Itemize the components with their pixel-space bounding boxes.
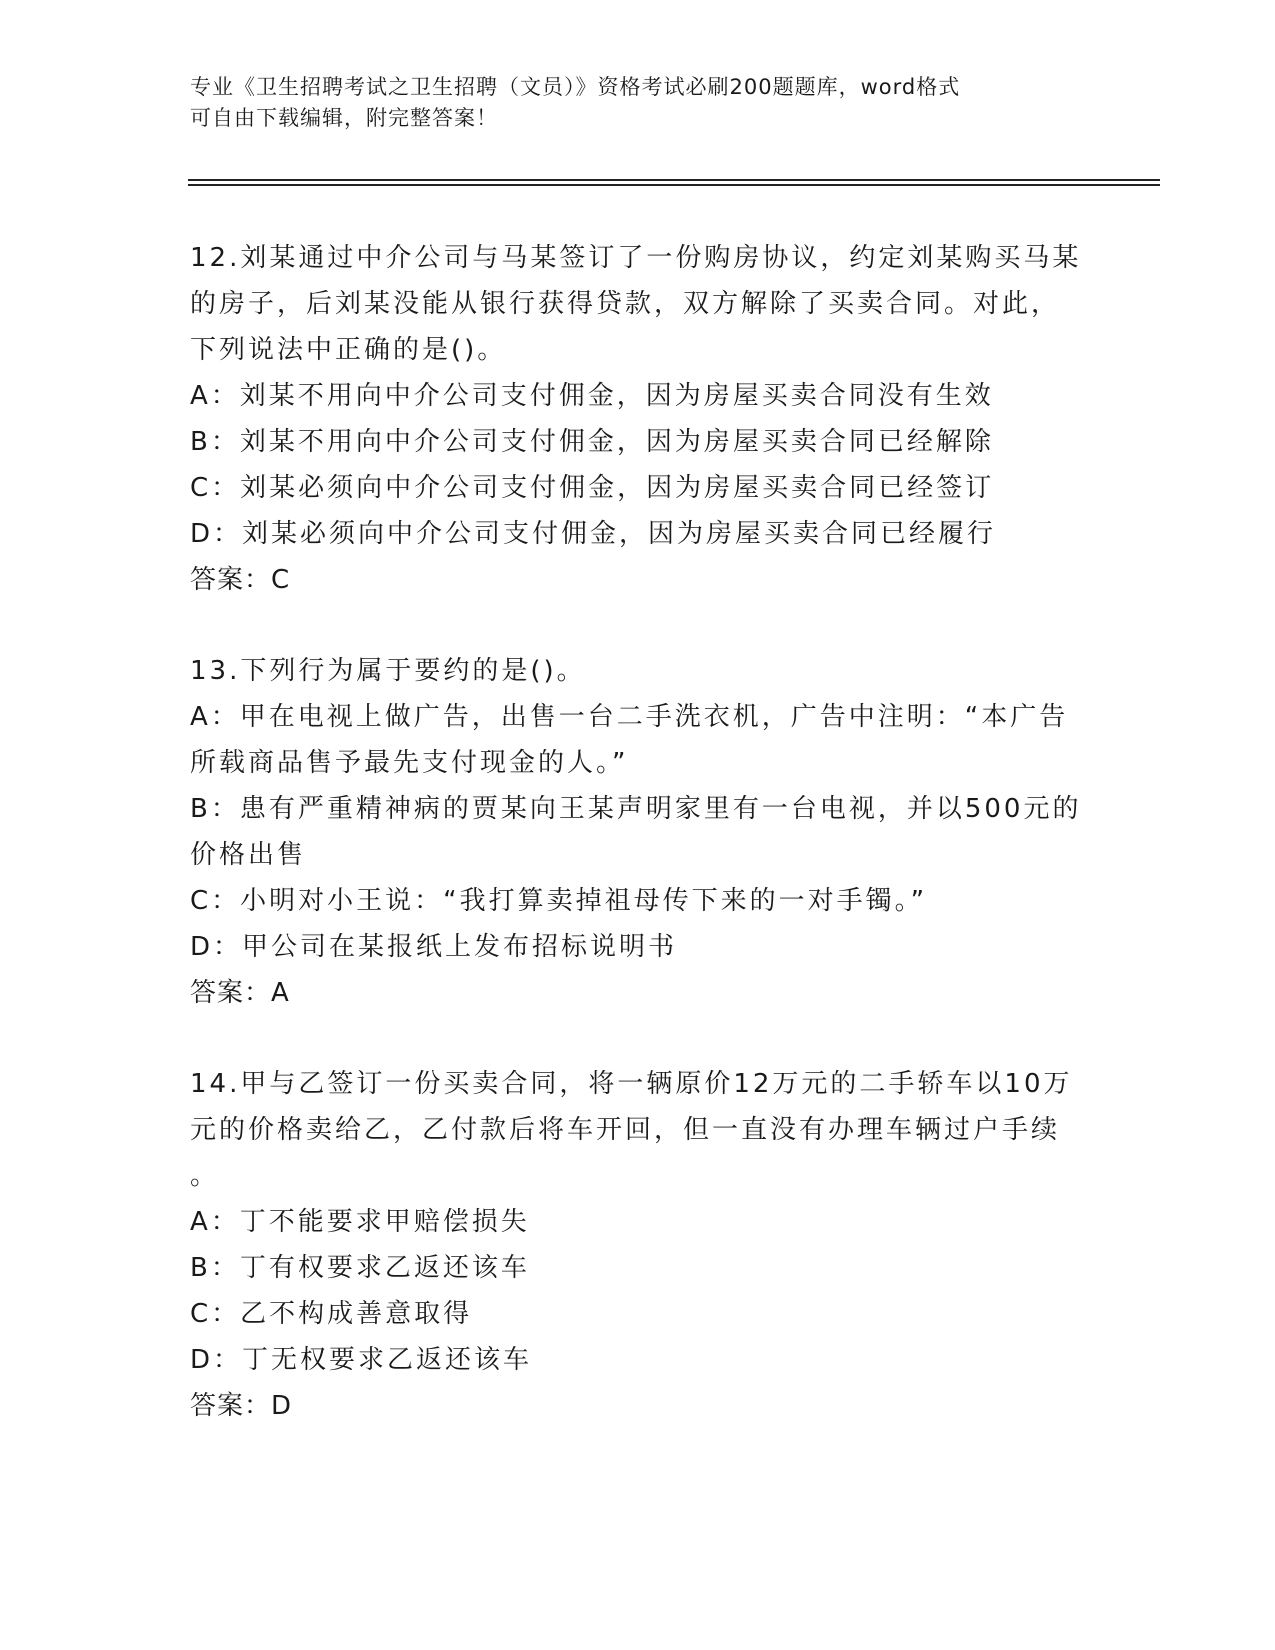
header-divider-bottom — [188, 184, 1160, 186]
option-b: B：刘某不用向中介公司支付佣金，因为房屋买卖合同已经解除 — [190, 427, 994, 457]
option-c: C：乙不构成善意取得 — [190, 1299, 473, 1329]
question-stem-line: 的房子，后刘某没能从银行获得贷款，双方解除了买卖合同。对此， — [190, 289, 1061, 319]
option-c: C：刘某必须向中介公司支付佣金，因为房屋买卖合同已经签订 — [190, 473, 995, 503]
question-stem-line: 元的价格卖给乙，乙付款后将车开回，但一直没有办理车辆过户手续 — [190, 1115, 1061, 1145]
question-12 — [190, 235, 1090, 603]
option-b: B：丁有权要求乙返还该车 — [190, 1253, 530, 1283]
question-13 — [190, 648, 1090, 1016]
option-d: D：丁无权要求乙返还该车 — [190, 1345, 533, 1375]
option-a: A：刘某不用向中介公司支付佣金，因为房屋买卖合同没有生效 — [190, 381, 994, 411]
option-a: A：丁不能要求甲赔偿损失 — [190, 1207, 530, 1237]
answer-line: 答案：D — [190, 1391, 293, 1421]
question-stem-line: 14.甲与乙签订一份买卖合同，将一辆原价12万元的二手轿车以10万 — [190, 1069, 1073, 1099]
option-b: B：患有严重精神病的贾某向王某声明家里有一台电视，并以500元的 — [190, 794, 1082, 824]
header-line-1: 专业《卫生招聘考试之卫生招聘（文员）》资格考试必刷200题题库，word格式 — [190, 75, 961, 99]
option-b-continued: 价格出售 — [190, 840, 307, 870]
option-c: C：小明对小王说：“我打算卖掉祖母传下来的一对手镯。” — [190, 886, 928, 916]
option-a: A：甲在电视上做广告，出售一台二手洗衣机，广告中注明：“本广告 — [190, 702, 1069, 732]
header-line-2: 可自由下载编辑，附完整答案！ — [190, 106, 498, 130]
question-stem-line: 。 — [190, 1161, 220, 1191]
document-header — [190, 72, 1090, 134]
option-d: D：刘某必须向中介公司支付佣金，因为房屋买卖合同已经履行 — [190, 519, 997, 549]
option-a-continued: 所载商品售予最先支付现金的人。” — [190, 748, 629, 778]
question-stem-line: 12.刘某通过中介公司与马某签订了一份购房协议，约定刘某购买马某 — [190, 243, 1082, 273]
answer-line: 答案：C — [190, 565, 291, 595]
option-d: D：甲公司在某报纸上发布招标说明书 — [190, 932, 678, 962]
question-stem-line: 下列说法中正确的是()。 — [190, 335, 507, 365]
header-divider-top — [188, 179, 1160, 181]
answer-line: 答案：A — [190, 978, 290, 1008]
question-stem-line: 13.下列行为属于要约的是()。 — [190, 656, 586, 686]
question-14 — [190, 1061, 1090, 1429]
